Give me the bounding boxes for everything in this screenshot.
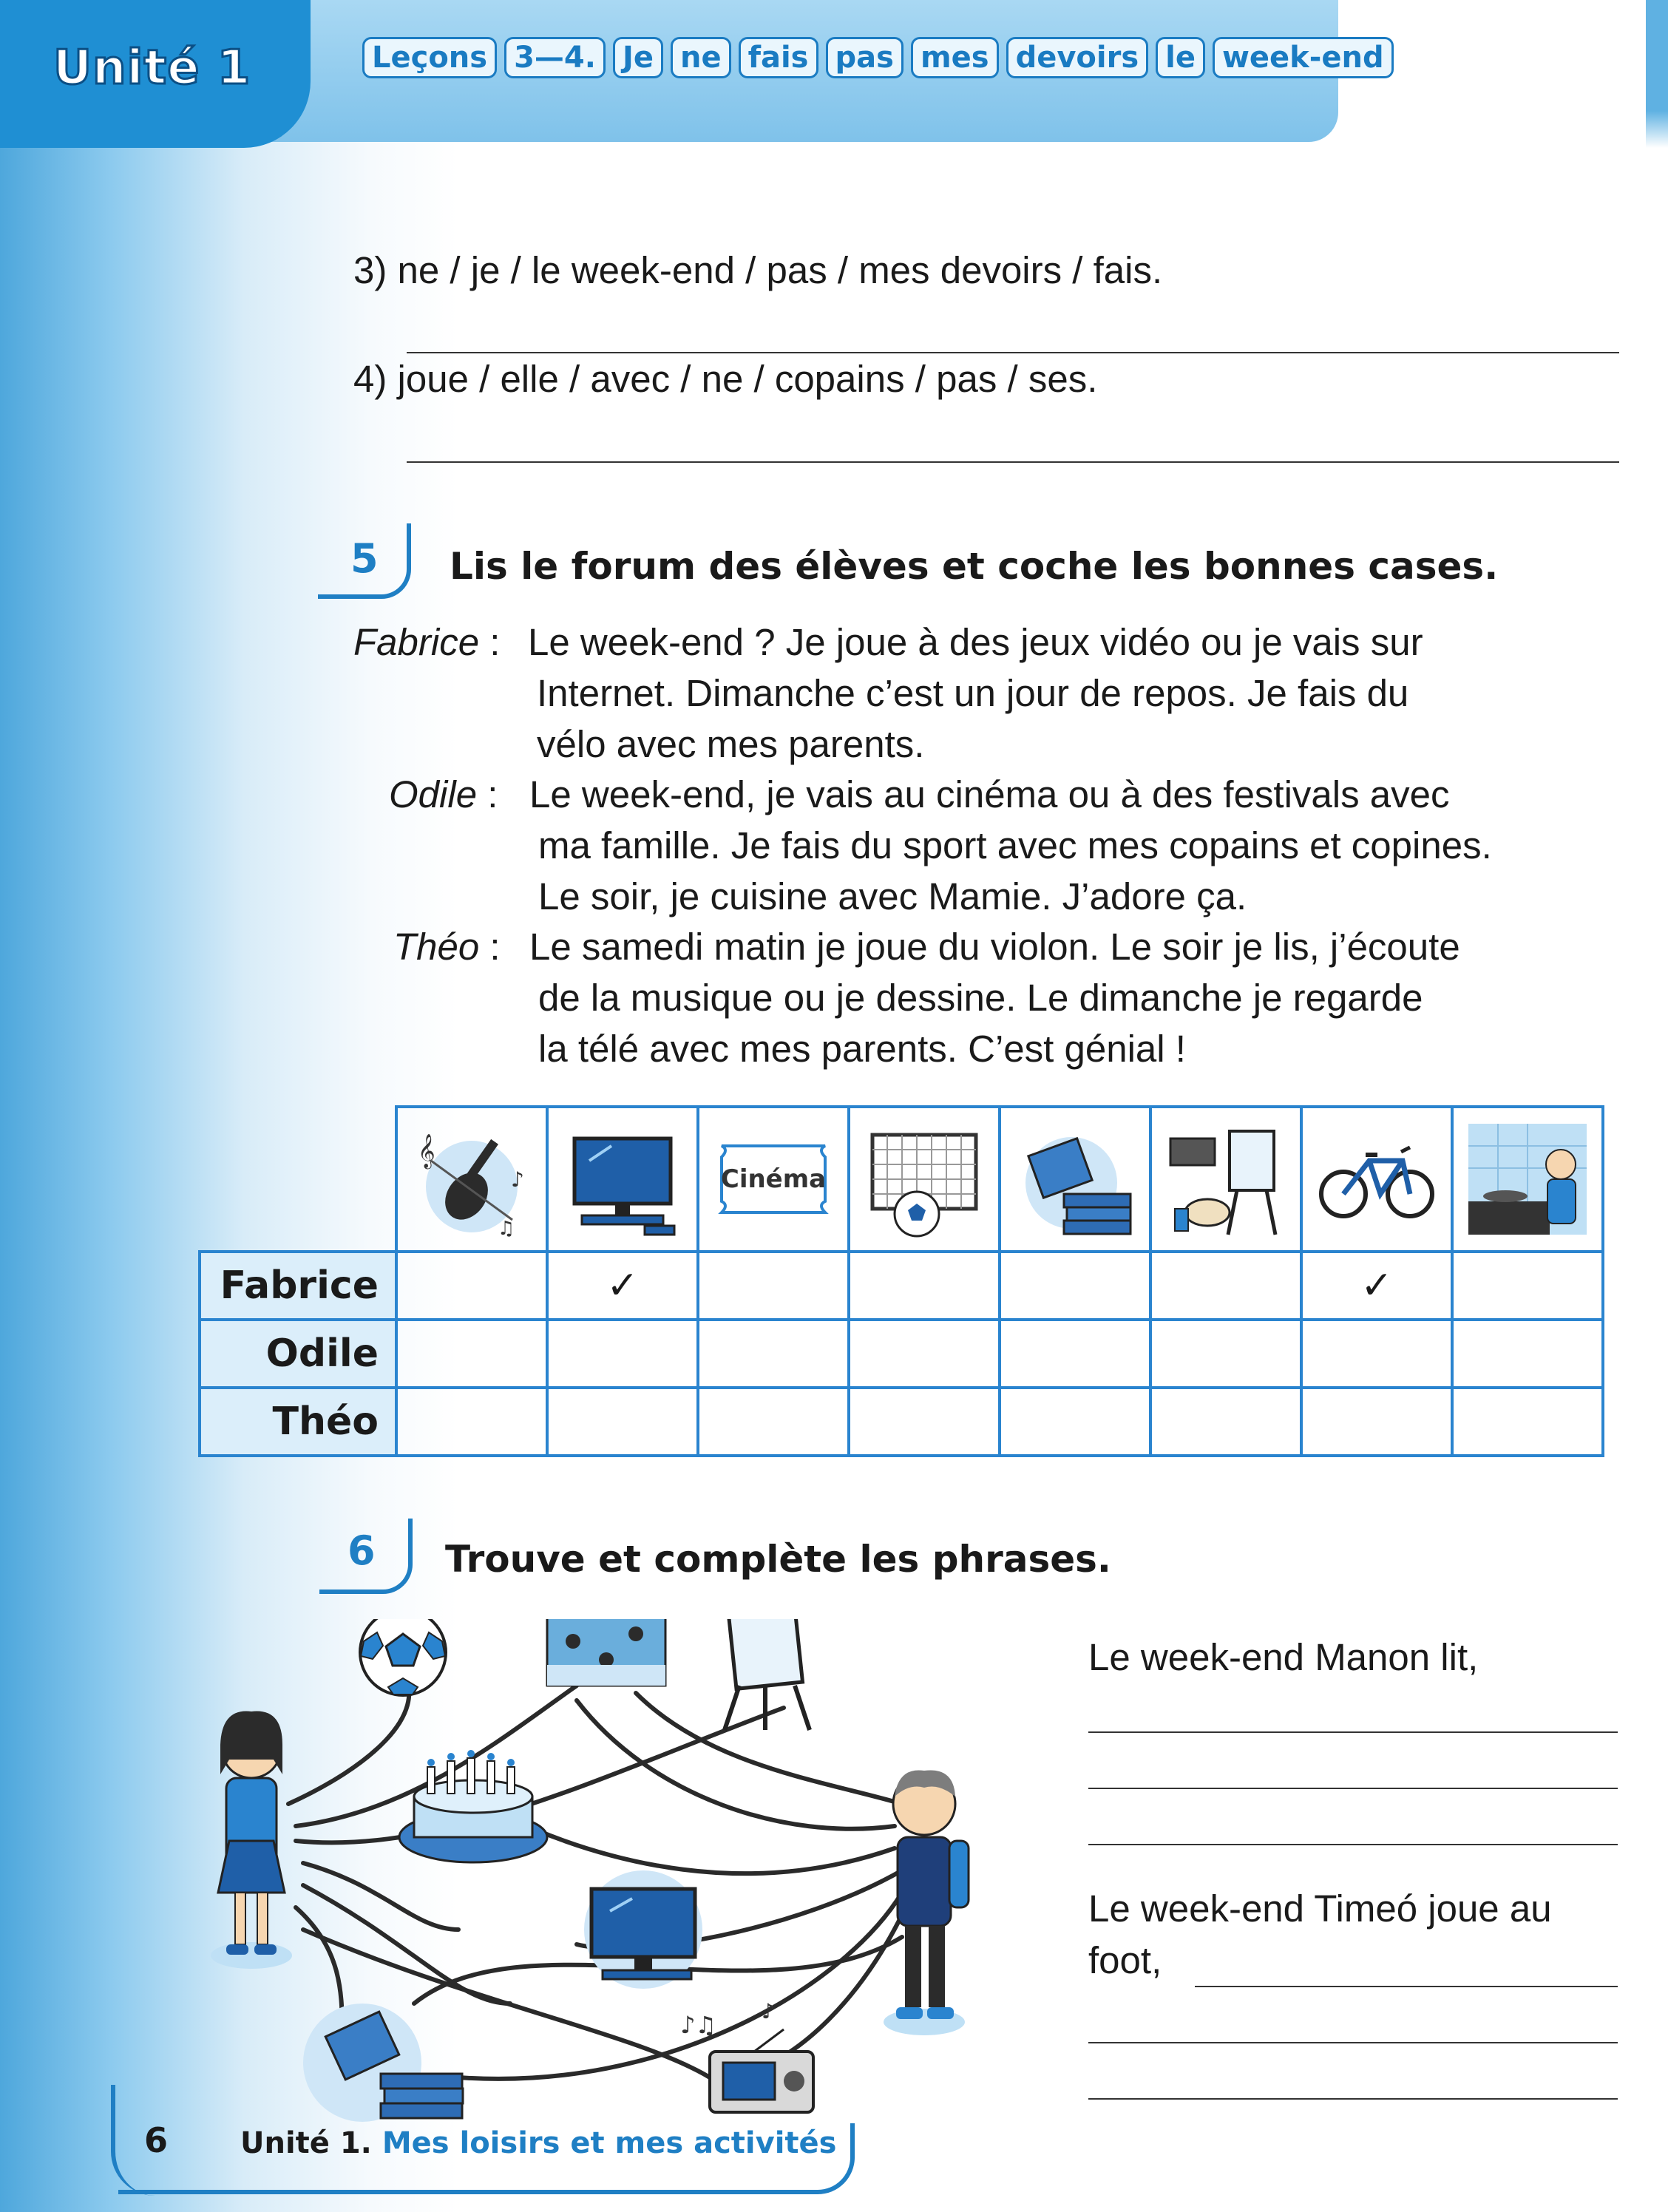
- violin-icon: [409, 1116, 535, 1242]
- grid-row-fabrice: [200, 1252, 1603, 1320]
- grid-column-cooking: [1452, 1107, 1603, 1252]
- exercise-item-3: 3) ne / je / le week-end / pas / mes devoirs / fais.: [353, 249, 1163, 291]
- grid-checkbox[interactable]: [1000, 1320, 1150, 1388]
- radio-music-icon: [680, 1999, 813, 2112]
- grid-checkbox[interactable]: ✓: [547, 1252, 698, 1320]
- footer-unit-title: [240, 2126, 836, 2160]
- svg-text:♪: ♪: [762, 1999, 775, 2023]
- cinema-sign-icon: [711, 1116, 836, 1242]
- grid-row-theo: [200, 1388, 1603, 1456]
- exercise-number: 6: [348, 1527, 376, 1574]
- lesson-word: week-end: [1213, 37, 1394, 78]
- easel-icon: [725, 1619, 810, 1730]
- lesson-word: le: [1156, 37, 1205, 78]
- forum-separator: :: [489, 621, 501, 663]
- cinema-sign-label: Cinéma: [720, 1164, 827, 1194]
- grid-checkbox[interactable]: [698, 1252, 849, 1320]
- exercise-instruction: Trouve et complète les phrases.: [445, 1538, 1111, 1581]
- books-icon: [1012, 1116, 1138, 1242]
- answer-line[interactable]: [1088, 1788, 1618, 1789]
- grid-checkbox[interactable]: [1000, 1252, 1150, 1320]
- grid-checkbox[interactable]: [698, 1320, 849, 1388]
- forum-line: Internet. Dimanche c’est un jour de repos. Je fais du: [537, 672, 1409, 714]
- unit-badge: Unité 1: [53, 41, 251, 95]
- forum-text-fabrice: [528, 617, 1423, 770]
- lesson-word: 3—4.: [504, 37, 606, 78]
- grid-checkbox[interactable]: [1000, 1388, 1150, 1456]
- lesson-title: [362, 37, 1394, 78]
- forum-separator: :: [487, 773, 498, 815]
- forum-line: de la musique ou je dessine. Le dimanche je regarde: [538, 977, 1423, 1019]
- forum-name-fabrice: Fabrice: [353, 621, 480, 663]
- answer-line[interactable]: [1088, 2042, 1618, 2043]
- grid-checkbox[interactable]: [849, 1252, 1000, 1320]
- sentence-timeo-line2: foot,: [1088, 1939, 1162, 1981]
- svg-text:♫: ♫: [498, 1218, 515, 1240]
- exercise-item-4: 4) joue / elle / avec / ne / copains / pas / ses.: [353, 358, 1098, 400]
- grid-checkbox[interactable]: [1150, 1388, 1301, 1456]
- birthday-cake-icon: [399, 1750, 547, 1862]
- grid-checkbox[interactable]: [1150, 1320, 1301, 1388]
- forum-line: Le samedi matin je joue du violon. Le soir je lis, j’écoute: [529, 926, 1460, 968]
- svg-text:♪♫: ♪♫: [680, 2011, 717, 2039]
- grid-column-computer: [547, 1107, 698, 1252]
- lesson-word: devoirs: [1006, 37, 1149, 78]
- lesson-word: pas: [826, 37, 904, 78]
- festival-photo-icon: [547, 1619, 665, 1686]
- grid-checkbox[interactable]: [1452, 1388, 1603, 1456]
- lesson-word: Je: [613, 37, 663, 78]
- grid-column-bicycle: [1301, 1107, 1452, 1252]
- forum-name-theo: Théo: [393, 926, 480, 968]
- computer-icon: [584, 1870, 702, 1989]
- forum-name: [389, 769, 498, 820]
- lesson-word: ne: [671, 37, 731, 78]
- answer-line[interactable]: [1088, 1844, 1618, 1845]
- grid-row-label: Odile: [200, 1320, 396, 1388]
- sentence-timeo-line1: Le week-end Timeó joue au: [1088, 1887, 1552, 1930]
- forum-text-odile: [529, 769, 1492, 922]
- page-number: 6: [144, 2120, 169, 2160]
- grid-checkbox[interactable]: [1301, 1388, 1452, 1456]
- grid-checkbox[interactable]: [1452, 1252, 1603, 1320]
- grid-column-violin: [396, 1107, 547, 1252]
- grid-checkbox[interactable]: ✓: [1301, 1252, 1452, 1320]
- grid-column-cinema: [698, 1107, 849, 1252]
- forum-separator: :: [489, 926, 501, 968]
- grid-column-books: [1000, 1107, 1150, 1252]
- answer-line[interactable]: [407, 352, 1619, 353]
- grid-checkbox[interactable]: [396, 1252, 547, 1320]
- grid-checkbox[interactable]: [849, 1388, 1000, 1456]
- grid-checkbox[interactable]: [1452, 1320, 1603, 1388]
- grid-icon-row: [200, 1107, 1603, 1252]
- maze-illustration: [192, 1619, 1065, 2129]
- lesson-word: fais: [739, 37, 818, 78]
- football-goal-icon: [861, 1116, 987, 1242]
- grid-row-label: Théo: [200, 1388, 396, 1456]
- forum-name-odile: Odile: [389, 773, 478, 815]
- page-edge-strip: [1646, 0, 1668, 2212]
- grid-checkbox[interactable]: [547, 1388, 698, 1456]
- answer-line[interactable]: [1195, 1986, 1618, 1987]
- grid-checkbox[interactable]: [849, 1320, 1000, 1388]
- answer-line[interactable]: [1088, 2098, 1618, 2100]
- answer-line[interactable]: [407, 461, 1619, 463]
- forum-name: [393, 921, 501, 972]
- forum-line: Le soir, je cuisine avec Mamie. J’adore ça.: [538, 875, 1247, 917]
- grid-column-drawing: [1150, 1107, 1301, 1252]
- forum-line: la télé avec mes parents. C’est génial !: [538, 1028, 1186, 1070]
- forum-line: ma famille. Je fais du sport avec mes copains et copines.: [538, 824, 1492, 866]
- books-icon: [303, 2004, 463, 2122]
- grid-row-label: Fabrice: [200, 1252, 396, 1320]
- computer-icon: [560, 1116, 685, 1242]
- exercise-number: 5: [350, 535, 379, 582]
- bicycle-icon: [1314, 1116, 1440, 1242]
- forum-line: vélo avec mes parents.: [537, 723, 925, 765]
- grid-corner: [200, 1107, 396, 1252]
- girl-icon: [211, 1711, 292, 1969]
- forum-line: Le week-end ? Je joue à des jeux vidéo ou je vais sur: [528, 621, 1423, 663]
- grid-checkbox[interactable]: [547, 1320, 698, 1388]
- footer-unit-name: Mes loisirs et mes activités: [382, 2126, 837, 2160]
- activity-grid: [198, 1105, 1604, 1457]
- footer-unit-label: Unité 1.: [240, 2126, 372, 2160]
- lesson-word: mes: [911, 37, 999, 78]
- forum-line: Le week-end, je vais au cinéma ou à des festivals avec: [529, 773, 1450, 815]
- cooking-girl-icon: [1465, 1116, 1590, 1242]
- lesson-word: Leçons: [362, 37, 497, 78]
- football-icon: [360, 1619, 446, 1695]
- grid-checkbox[interactable]: [396, 1388, 547, 1456]
- grid-checkbox[interactable]: [698, 1388, 849, 1456]
- grid-checkbox[interactable]: [1150, 1252, 1301, 1320]
- grid-checkbox[interactable]: [1301, 1320, 1452, 1388]
- svg-text:♪: ♪: [511, 1167, 524, 1192]
- svg-text:𝄞: 𝄞: [418, 1134, 435, 1168]
- sentence-manon: Le week-end Manon lit,: [1088, 1636, 1479, 1678]
- answer-line[interactable]: [1088, 1731, 1618, 1733]
- grid-row-odile: [200, 1320, 1603, 1388]
- exercise-instruction: Lis le forum des élèves et coche les bonnes cases.: [450, 545, 1499, 588]
- easel-icon: [1163, 1116, 1289, 1242]
- grid-column-football: [849, 1107, 1000, 1252]
- grid-checkbox[interactable]: [396, 1320, 547, 1388]
- forum-text-theo: [529, 921, 1460, 1074]
- forum-name: [353, 617, 500, 668]
